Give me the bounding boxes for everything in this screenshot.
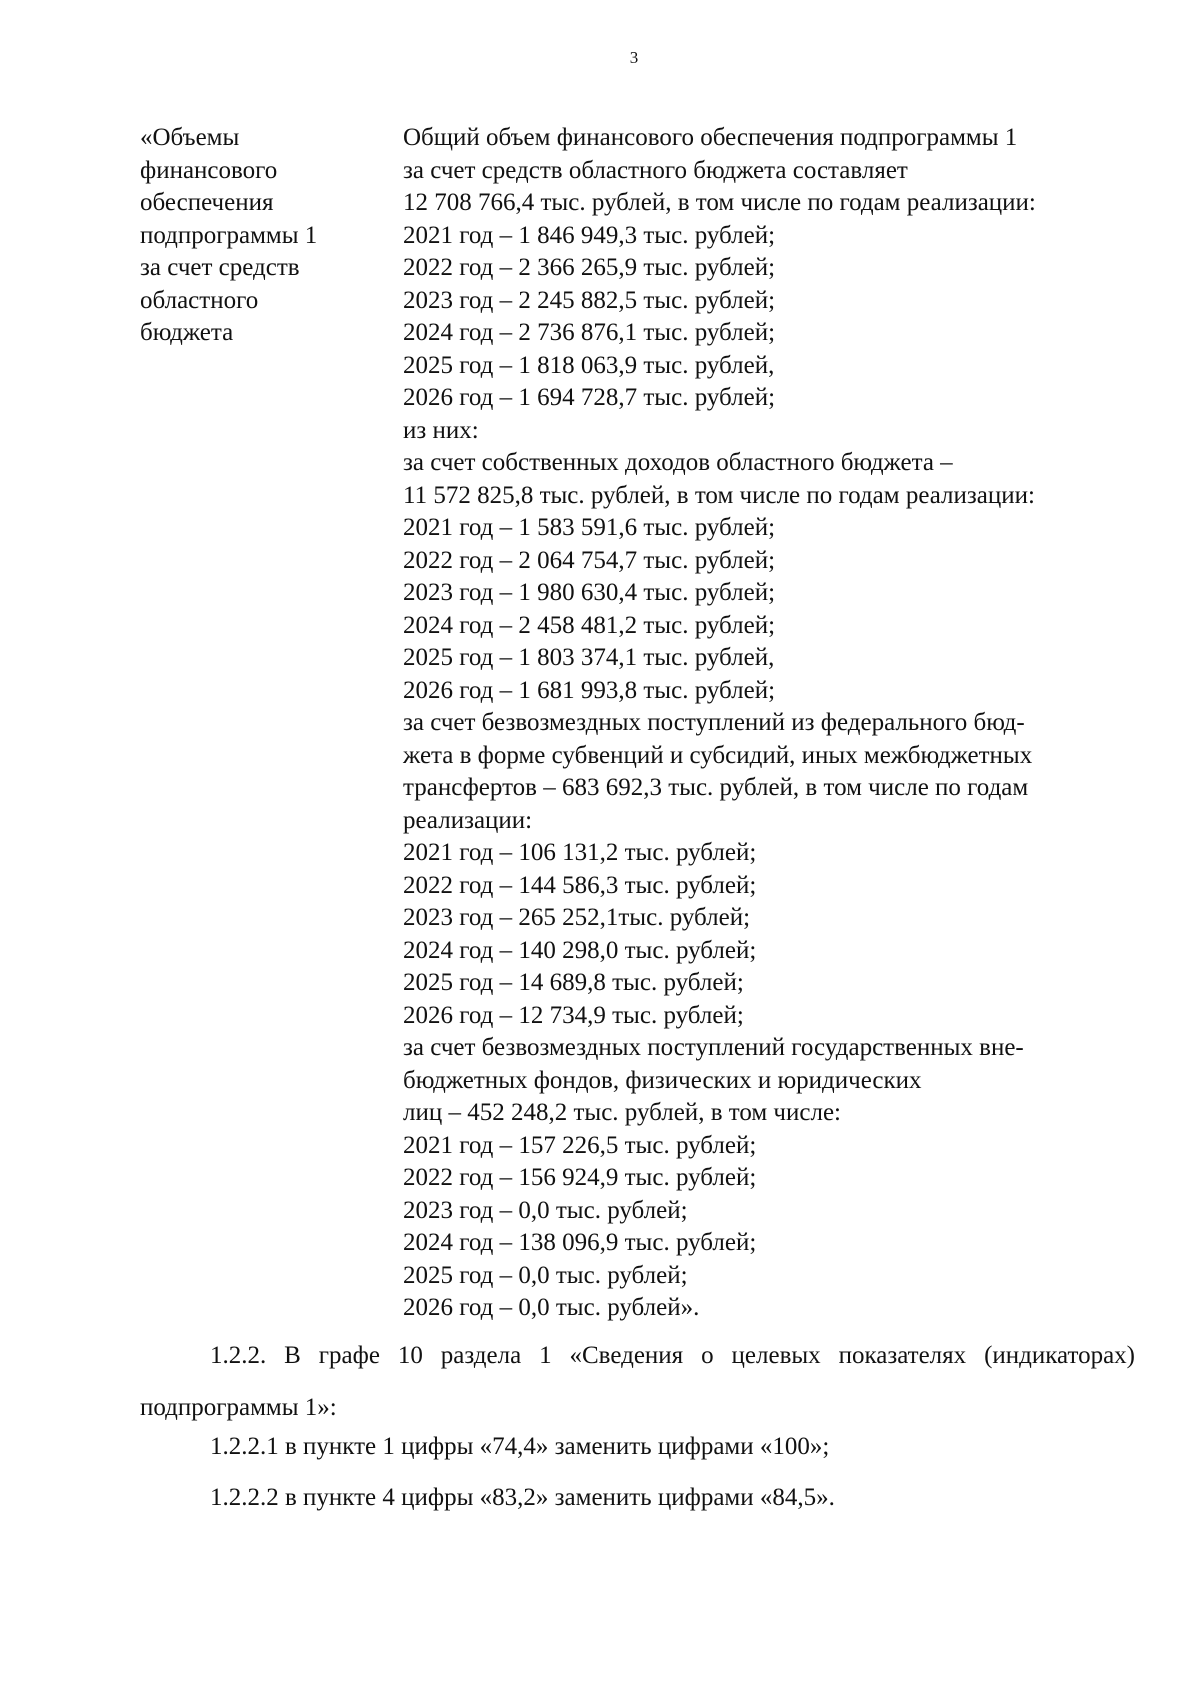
details-line: 2024 год – 2 458 481,2 тыс. рублей;	[403, 611, 776, 639]
details-line: Общий объем финансового обеспечения подпрограммы 1	[403, 124, 1018, 151]
label-line: подпрограммы 1	[140, 221, 318, 249]
details-line: 2025 год – 0,0 тыс. рублей;	[403, 1261, 688, 1289]
financing-details-column	[403, 122, 1130, 1325]
label-line: обеспечения	[140, 189, 274, 216]
details-line: жета в форме субвенций и субсидий, иных межбюджетных	[403, 741, 1033, 769]
details-line: реализации:	[403, 806, 533, 834]
details-line: 2026 год – 1 681 993,8 тыс. рублей;	[403, 676, 776, 704]
details-line: 2025 год – 1 818 063,9 тыс. рублей,	[403, 351, 775, 379]
details-line: из них:	[403, 416, 479, 444]
paragraph-1-2-2: 1.2.2. В графе 10 раздела 1 «Сведения о целевых показателях (индикаторах) подпрограммы 1»:	[140, 1342, 1135, 1421]
details-line: 2021 год – 1 846 949,3 тыс. рублей;	[403, 221, 776, 249]
details-line: за счет средств областного бюджета составляет	[403, 156, 908, 184]
details-line: 2022 год – 144 586,3 тыс. рублей;	[403, 871, 757, 899]
details-line: 2025 год – 14 689,8 тыс. рублей;	[403, 969, 744, 996]
details-line: 2024 год – 138 096,9 тыс. рублей;	[403, 1229, 757, 1256]
details-line: 12 708 766,4 тыс. рублей, в том числе по годам реализации:	[403, 189, 1036, 216]
details-line: 2026 год – 1 694 728,7 тыс. рублей;	[403, 384, 776, 411]
details-line: 2022 год – 156 924,9 тыс. рублей;	[403, 1164, 757, 1191]
details-line: 2023 год – 265 252,1тыс. рублей;	[403, 904, 751, 931]
details-line: 2022 год – 2 366 265,9 тыс. рублей;	[403, 254, 776, 281]
label-line: финансового	[140, 156, 278, 184]
details-line: 2021 год – 1 583 591,6 тыс. рублей;	[403, 514, 776, 541]
details-line: 2026 год – 12 734,9 тыс. рублей;	[403, 1001, 744, 1029]
details-line: 2021 год – 157 226,5 тыс. рублей;	[403, 1131, 757, 1159]
page-number: 3	[629, 48, 639, 67]
details-line: 2021 год – 106 131,2 тыс. рублей;	[403, 839, 757, 866]
details-line: 2023 год – 0,0 тыс. рублей;	[403, 1196, 688, 1224]
label-line: за счет средств	[140, 254, 300, 281]
label-line: бюджета	[140, 319, 234, 346]
details-line: трансфертов – 683 692,3 тыс. рублей, в том числе по годам	[403, 774, 1029, 801]
details-line: 2024 год – 2 736 876,1 тыс. рублей;	[403, 319, 776, 346]
financing-label-column	[140, 122, 395, 350]
details-line: 2024 год – 140 298,0 тыс. рублей;	[403, 936, 757, 964]
details-line: за счет безвозмездных поступлений из федерального бюд-	[403, 709, 1025, 736]
details-line: 2023 год – 2 245 882,5 тыс. рублей;	[403, 286, 776, 314]
details-line: 11 572 825,8 тыс. рублей, в том числе по годам реализации:	[403, 481, 1035, 509]
paragraph-1-2-2-1: 1.2.2.1 в пункте 1 цифры «74,4» заменить цифрами «100»;	[210, 1433, 830, 1460]
paragraph-1-2-2-2: 1.2.2.2 в пункте 4 цифры «83,2» заменить цифрами «84,5».	[210, 1484, 835, 1511]
details-line: 2023 год – 1 980 630,4 тыс. рублей;	[403, 579, 776, 606]
details-line: за счет собственных доходов областного бюджета –	[403, 449, 953, 476]
details-line: 2022 год – 2 064 754,7 тыс. рублей;	[403, 546, 776, 574]
label-line: «Объемы	[140, 124, 240, 151]
details-line: 2025 год – 1 803 374,1 тыс. рублей,	[403, 644, 775, 671]
details-line: за счет безвозмездных поступлений государственных вне-	[403, 1034, 1024, 1061]
details-line: лиц – 452 248,2 тыс. рублей, в том числе:	[403, 1099, 842, 1126]
details-line: 2026 год – 0,0 тыс. рублей».	[403, 1294, 700, 1321]
details-line: бюджетных фондов, физических и юридических	[403, 1066, 922, 1094]
label-line: областного	[140, 286, 259, 314]
